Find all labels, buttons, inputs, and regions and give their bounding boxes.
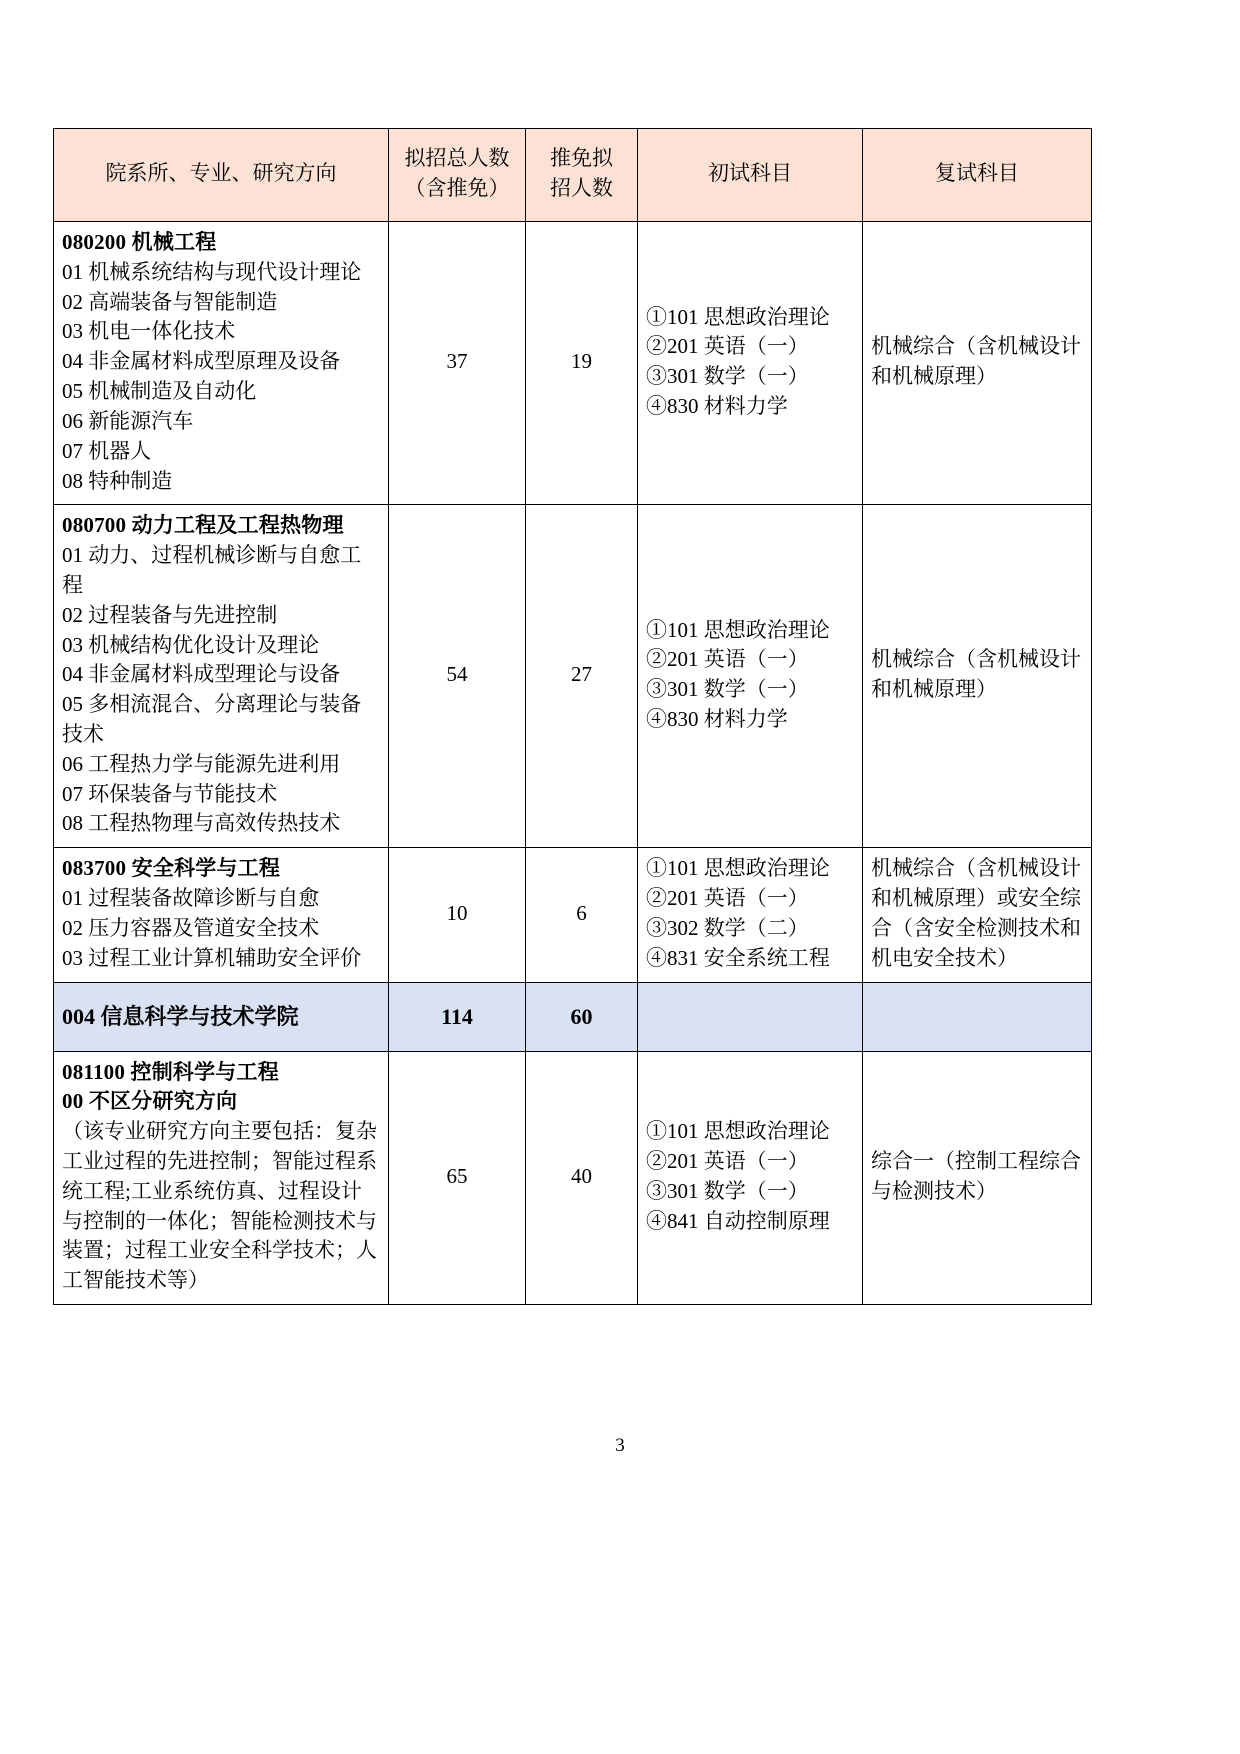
column-header-department-major-direction: 院系所、专业、研究方向 (54, 129, 389, 222)
table-row (54, 848, 1092, 982)
page-number: 3 (615, 1435, 625, 1456)
research-direction: 01 动力、过程机械诊断与自愈工程 (62, 543, 362, 597)
table-body (54, 222, 1092, 1305)
table-row (54, 505, 1092, 848)
research-direction: 06 工程热力学与能源先进利用 (62, 751, 341, 776)
table-header (54, 129, 1092, 222)
admissions-catalog-table-wrapper (53, 128, 1091, 1305)
first-exam-subjects-cell (638, 1051, 863, 1305)
first-exam-subject: ①101 思想政治理论 (646, 304, 830, 329)
college-first-exam-empty-cell (638, 982, 863, 1051)
research-direction: 04 非金属材料成型理论与设备 (62, 662, 341, 687)
research-direction: 07 环保装备与节能技术 (62, 781, 278, 806)
retest-subjects-cell: 综合一（控制工程综合与检测技术） (863, 1051, 1092, 1305)
table-row (54, 1051, 1092, 1305)
program-directions-cell (54, 505, 389, 848)
retest-subjects-cell: 机械综合（含机械设计和机械原理）或安全综合（含安全检测技术和机电安全技术） (863, 848, 1092, 982)
first-exam-subjects-cell (638, 848, 863, 982)
retest-subjects-cell: 机械综合（含机械设计和机械原理） (863, 222, 1092, 505)
exempt-planned-count: 19 (526, 222, 638, 505)
first-exam-subject: ②201 英语（一） (646, 886, 809, 911)
research-direction: 02 高端装备与智能制造 (62, 289, 278, 314)
retest-subjects-cell: 机械综合（含机械设计和机械原理） (863, 505, 1092, 848)
research-direction: 04 非金属材料成型原理及设备 (62, 349, 341, 374)
first-exam-subjects-cell (638, 222, 863, 505)
column-header-exempt-planned-line2: 招人数 (550, 176, 613, 200)
college-retest-empty-cell (863, 982, 1092, 1051)
admissions-catalog-table (53, 128, 1092, 1305)
research-direction: 03 过程工业计算机辅助安全评价 (62, 945, 362, 970)
program-code-name: 080700 动力工程及工程热物理 (62, 513, 344, 538)
total-planned-count: 54 (389, 505, 526, 848)
exempt-planned-count: 27 (526, 505, 638, 848)
first-exam-subject: ①101 思想政治理论 (646, 856, 830, 881)
research-direction: 03 机械结构优化设计及理论 (62, 632, 320, 657)
first-exam-subject: ④830 材料力学 (646, 707, 788, 732)
research-direction: 02 压力容器及管道安全技术 (62, 915, 320, 940)
research-direction: 08 特种制造 (62, 468, 173, 493)
column-header-exempt-planned-line1: 推免拟 (550, 146, 613, 171)
college-code-name: 004 信息科学与技术学院 (54, 982, 389, 1051)
first-exam-subject: ②201 英语（一） (646, 1148, 809, 1173)
first-exam-subject: ④830 材料力学 (646, 393, 788, 418)
research-direction: 05 多相流混合、分离理论与装备技术 (62, 692, 362, 746)
college-total-planned-count: 114 (389, 982, 526, 1051)
exempt-planned-count: 40 (526, 1051, 638, 1305)
research-direction: 03 机电一体化技术 (62, 319, 236, 344)
program-code-name: 083700 安全科学与工程 (62, 856, 281, 881)
first-exam-subject: ③301 数学（一） (646, 364, 809, 389)
program-code-name: 081100 控制科学与工程 (62, 1059, 279, 1084)
research-direction: 08 工程热物理与高效传热技术 (62, 811, 341, 836)
first-exam-subject: ①101 思想政治理论 (646, 1119, 830, 1144)
first-exam-subject: ③301 数学（一） (646, 677, 809, 702)
total-planned-count: 37 (389, 222, 526, 505)
first-exam-subject: ③302 数学（二） (646, 915, 809, 940)
research-direction: 02 过程装备与先进控制 (62, 602, 278, 627)
table-header-row (54, 129, 1092, 222)
first-exam-subject: ②201 英语（一） (646, 334, 809, 359)
first-exam-subject: ①101 思想政治理论 (646, 617, 830, 642)
column-header-total-planned-line1: 拟招总人数 (404, 146, 510, 171)
program-directions-cell (54, 222, 389, 505)
research-direction: 01 机械系统结构与现代设计理论 (62, 259, 362, 284)
total-planned-count: 10 (389, 848, 526, 982)
research-direction: 07 机器人 (62, 438, 152, 463)
table-row (54, 222, 1092, 505)
first-exam-subject: ④831 安全系统工程 (646, 945, 830, 970)
program-description: （该专业研究方向主要包括：复杂工业过程的先进控制；智能过程系统工程;工业系统仿真、过程设计与控制的一体化；智能检测技术与装置；过程工业安全科学技术；人工智能技术等） (62, 1119, 377, 1293)
exempt-planned-count: 6 (526, 848, 638, 982)
column-header-total-planned (389, 129, 526, 222)
program-subtitle: 00 不区分研究方向 (62, 1089, 238, 1114)
research-direction: 05 机械制造及自动化 (62, 379, 257, 404)
college-exempt-planned-count: 60 (526, 982, 638, 1051)
first-exam-subjects-cell (638, 505, 863, 848)
program-directions-cell (54, 848, 389, 982)
column-header-exempt-planned (526, 129, 638, 222)
column-header-first-exam-subjects: 初试科目 (638, 129, 863, 222)
first-exam-subject: ②201 英语（一） (646, 647, 809, 672)
first-exam-subject: ④841 自动控制原理 (646, 1208, 830, 1233)
column-header-retest-subjects: 复试科目 (863, 129, 1092, 222)
total-planned-count: 65 (389, 1051, 526, 1305)
program-code-name: 080200 机械工程 (62, 230, 217, 254)
research-direction: 01 过程装备故障诊断与自愈 (62, 886, 320, 911)
column-header-total-planned-line2: （含推免） (404, 176, 510, 200)
first-exam-subject: ③301 数学（一） (646, 1178, 809, 1203)
program-directions-cell (54, 1051, 389, 1305)
college-summary-row (54, 982, 1092, 1051)
research-direction: 06 新能源汽车 (62, 408, 194, 433)
